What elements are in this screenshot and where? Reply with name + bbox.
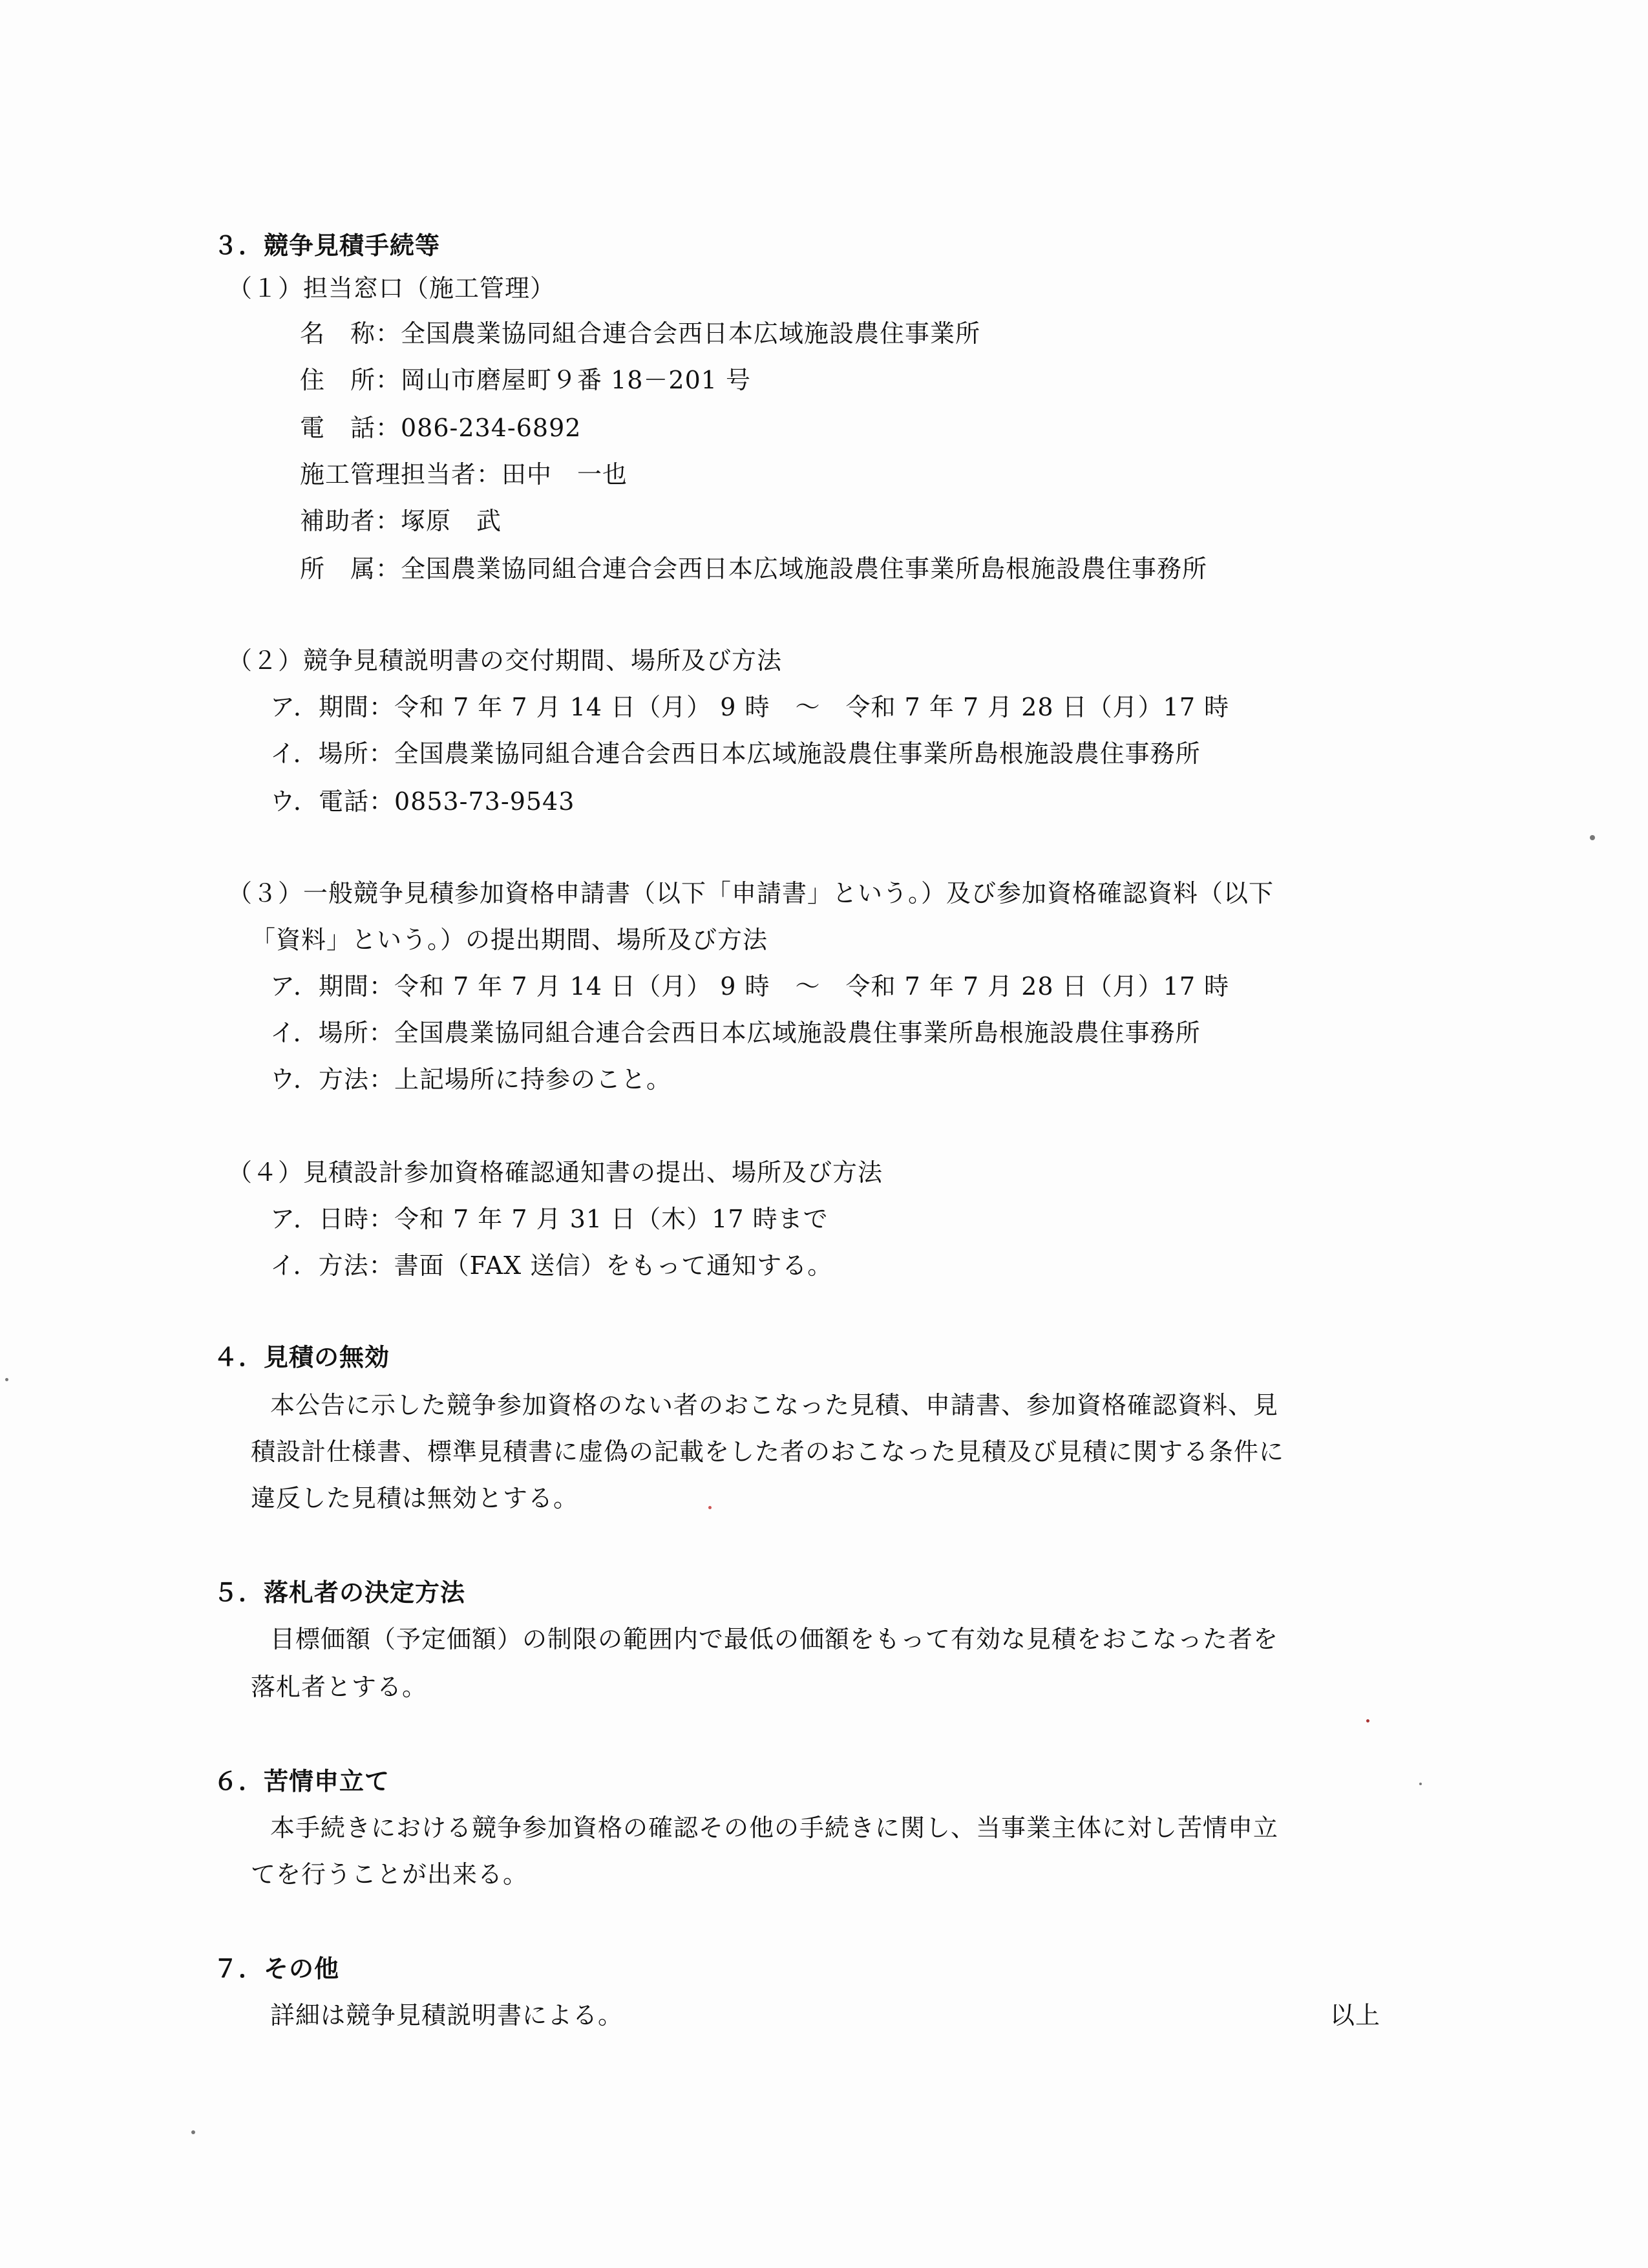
contact-address: 住 所：岡山市磨屋町９番 18－201 号 <box>300 366 752 394</box>
sub3-place: イ．場所：全国農業協同組合連合会西日本広域施設農住事業所島根施設農住事務所 <box>270 1019 1201 1047</box>
closing-mark: 以上 <box>1330 2001 1381 2030</box>
section3-sub3-title-line2: 「資料」という。）の提出期間、場所及び方法 <box>251 926 768 954</box>
section7-line1: 詳細は競争見積説明書による。 <box>270 2001 624 2030</box>
section3-sub2-title: （２）競争見積説明書の交付期間、場所及び方法 <box>227 646 783 675</box>
section4-heading: ４．見積の無効 <box>213 1343 390 1372</box>
section6-line2: てを行うことが出来る。 <box>251 1860 529 1889</box>
contact-phone: 電 話：086-234-6892 <box>300 414 582 442</box>
section3-sub3-title-line1: （３）一般競争見積参加資格申請書（以下「申請書」という。）及び参加資格確認資料（以下 <box>227 879 1274 907</box>
section5-heading: ５．落札者の決定方法 <box>213 1578 466 1607</box>
section3-heading: ３．競争見積手続等 <box>213 231 441 260</box>
sub3-period: ア．期間：令和 7 年 7 月 14 日（月） 9 時 ～ 令和 7 年 7 月 28 日（月）17 時 <box>270 972 1230 1001</box>
scan-speck <box>1366 1719 1369 1722</box>
section3-sub1-title: （１）担当窓口（施工管理） <box>227 274 556 302</box>
section4-line3: 違反した見積は無効とする。 <box>251 1484 579 1512</box>
sub3-method: ウ．方法：上記場所に持参のこと。 <box>270 1065 671 1094</box>
section4-line2: 積設計仕様書、標準見積書に虚偽の記載をした者のおこなった見積及び見積に関する条件に <box>251 1437 1285 1466</box>
sub2-place: イ．場所：全国農業協同組合連合会西日本広域施設農住事業所島根施設農住事務所 <box>270 739 1201 768</box>
sub2-period: ア．期間：令和 7 年 7 月 14 日（月） 9 時 ～ 令和 7 年 7 月 28 日（月）17 時 <box>270 693 1230 721</box>
section6-line1: 本手続きにおける競争参加資格の確認その他の手続きに関し、当事業主体に対し苦情申立 <box>270 1814 1279 1842</box>
contact-name: 名 称：全国農業協同組合連合会西日本広域施設農住事業所 <box>300 319 981 348</box>
scan-speck <box>1590 835 1595 840</box>
section6-heading: ６．苦情申立て <box>213 1767 390 1796</box>
section4-line1: 本公告に示した競争参加資格のない者のおこなった見積、申請書、参加資格確認資料、見 <box>270 1391 1279 1419</box>
scan-speck <box>1419 1783 1422 1785</box>
scan-speck <box>5 1378 8 1381</box>
contact-manager: 施工管理担当者：田中 一也 <box>300 460 628 489</box>
sub2-phone: ウ．電話：0853-73-9543 <box>270 787 575 816</box>
section7-heading: ７．その他 <box>213 1955 340 1983</box>
section5-line2: 落札者とする。 <box>251 1673 428 1701</box>
sub4-method: イ．方法：書面（FAX 送信）をもって通知する。 <box>270 1251 833 1280</box>
contact-affiliation: 所 属：全国農業協同組合連合会西日本広域施設農住事業所島根施設農住事務所 <box>300 555 1208 583</box>
scan-speck <box>708 1506 712 1509</box>
section5-line1: 目標価額（予定価額）の制限の範囲内で最低の価額をもって有効な見積をおこなった者を <box>270 1625 1279 1653</box>
sub4-datetime: ア．日時：令和 7 年 7 月 31 日（木）17 時まで <box>270 1205 829 1233</box>
contact-assistant: 補助者：塚原 武 <box>300 507 502 535</box>
section3-sub4-title: （４）見積設計参加資格確認通知書の提出、場所及び方法 <box>227 1158 883 1187</box>
scan-speck <box>191 2130 195 2134</box>
